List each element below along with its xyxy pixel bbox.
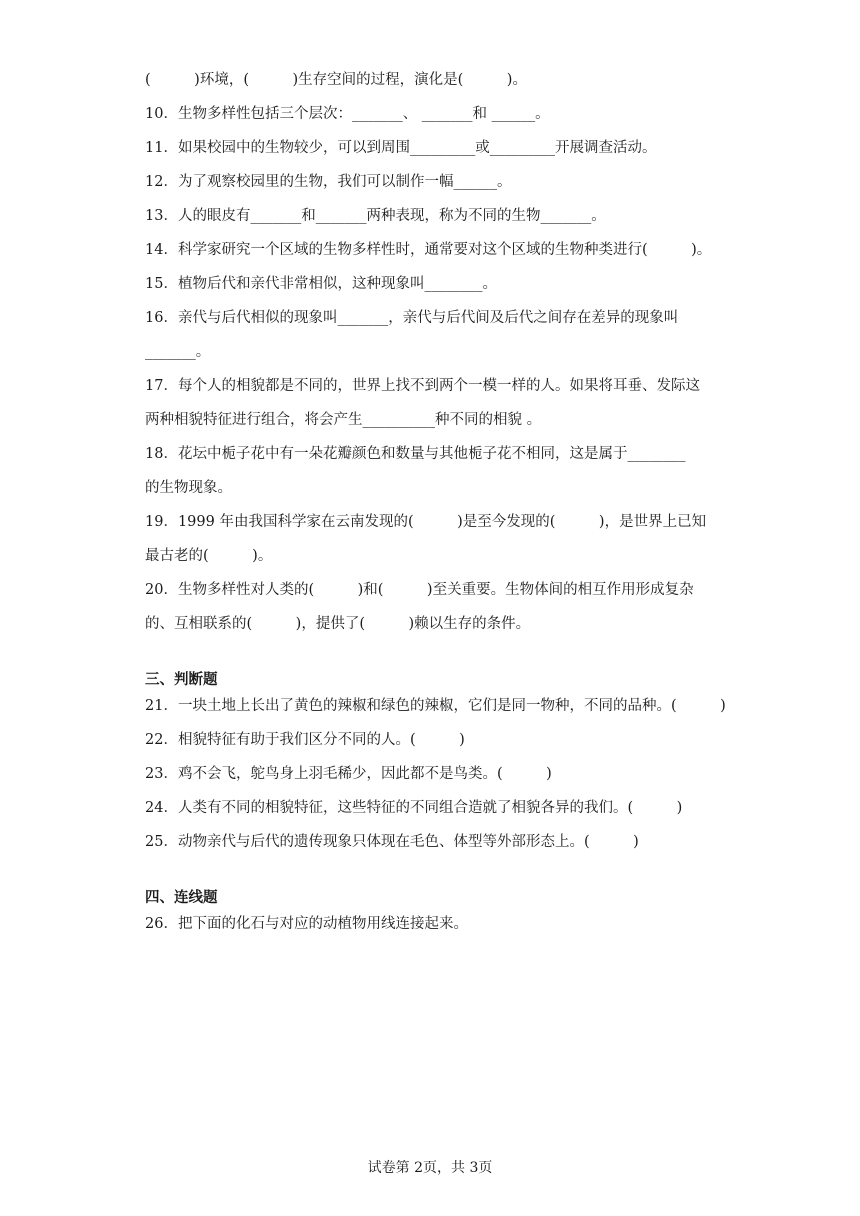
question-19: 19．1999 年由我国科学家在云南发现的( )是至今发现的( )，是世界上已知: [145, 514, 707, 530]
question-22: 22．相貌特征有助于我们区分不同的人。( ): [145, 732, 465, 748]
question-13: 13．人的眼皮有_______和_______两种表现，称为不同的生物_______。: [145, 208, 606, 224]
question-15: 15．植物后代和亲代非常相似，这种现象叫________。: [145, 276, 497, 292]
question-21: 21．一块土地上长出了黄色的辣椒和绿色的辣椒，它们是同一物种，不同的品种。( ): [145, 698, 726, 714]
question-14: 14．科学家研究一个区域的生物多样性时，通常要对这个区域的生物种类进行( )。: [145, 242, 712, 258]
question-line: ( )环境，( )生存空间的过程，演化是( )。: [145, 72, 527, 88]
page-footer: 试卷第 2页，共 3页: [367, 1160, 493, 1176]
fill-in-section: [145, 70, 720, 648]
section-title-judgment: 三、判断题: [145, 672, 218, 688]
question-20-cont: 的、互相联系的( )，提供了( )赖以生存的条件。: [145, 616, 531, 632]
question-20: 20．生物多样性对人类的( )和( )至关重要。生物体间的相互作用形成复杂: [145, 582, 694, 598]
question-17-cont: 两种相貌特征进行组合，将会产生__________种不同的相貌 。: [145, 412, 542, 428]
question-10: 10．生物多样性包括三个层次：_______、 _______和 ______。: [145, 106, 550, 122]
question-17: 17．每个人的相貌都是不同的，世界上找不到两个一模一样的人。如果将耳垂、发际这: [145, 378, 700, 394]
question-26: 26．把下面的化石与对应的动植物用线连接起来。: [145, 916, 468, 932]
question-19-cont: 最古老的( )。: [145, 548, 273, 564]
question-18-cont: 的生物现象。: [145, 480, 232, 496]
question-24: 24．人类有不同的相貌特征，这些特征的不同组合造就了相貌各异的我们。( ): [145, 800, 683, 816]
question-25: 25．动物亲代与后代的遗传现象只体现在毛色、体型等外部形态上。( ): [145, 834, 639, 850]
question-18: 18．花坛中栀子花中有一朵花瓣颜色和数量与其他栀子花不相同，这是属于________: [145, 446, 686, 462]
section-spacer: [145, 866, 720, 888]
question-12: 12．为了观察校园里的生物，我们可以制作一幅______。: [145, 174, 512, 190]
question-16: 16．亲代与后代相似的现象叫_______，亲代与后代间及后代之间存在差异的现象叫: [145, 310, 679, 326]
section-title-matching: 四、连线题: [145, 890, 218, 906]
section-spacer: [145, 648, 720, 670]
judgment-section: [145, 670, 726, 866]
question-11: 11．如果校园中的生物较少，可以到周围_________或_________开展调查活动。: [145, 140, 657, 156]
question-16-cont: _______。: [145, 344, 211, 360]
exam-content: [145, 70, 726, 948]
matching-section: [145, 888, 720, 948]
question-23: 23．鸡不会飞，鸵鸟身上羽毛稀少，因此都不是鸟类。( ): [145, 766, 552, 782]
